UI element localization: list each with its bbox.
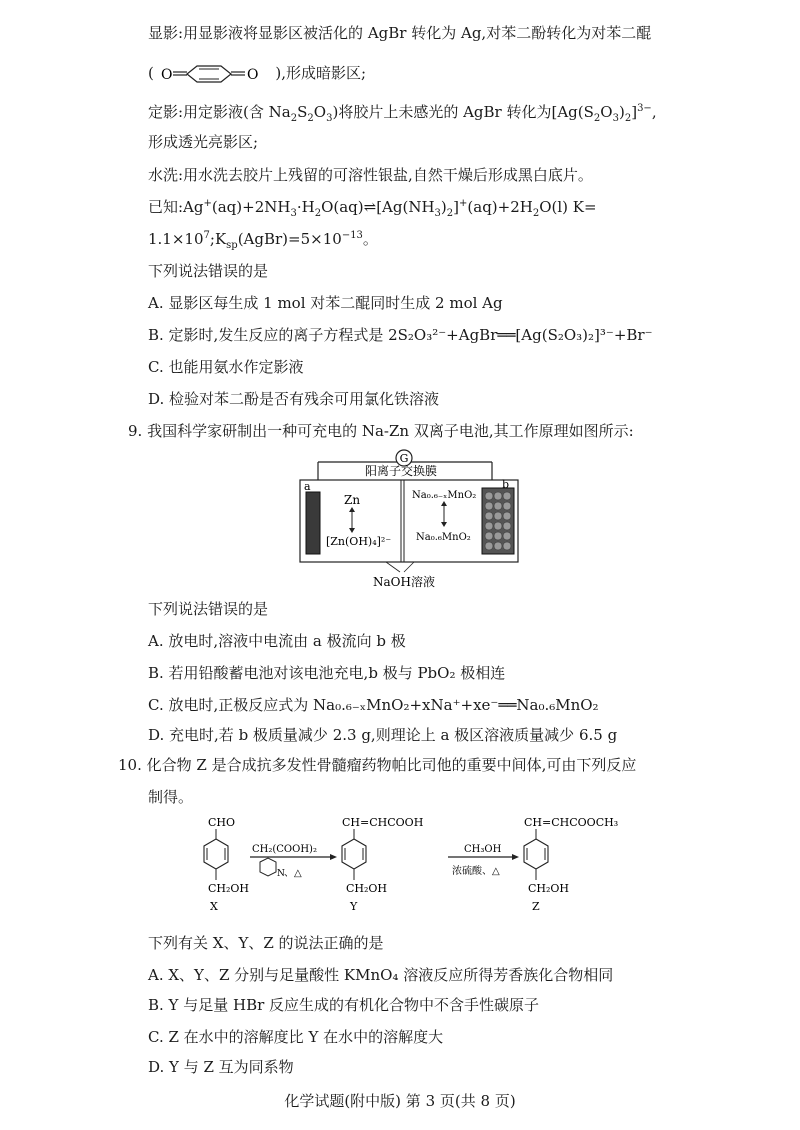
- zn-label: Zn: [344, 493, 361, 507]
- benzene-ring-y-icon: [342, 839, 366, 869]
- reaction-scheme: [190, 812, 650, 924]
- q9-option-d: D. 充电时,若 b 极质量减少 2.3 g,则理论上 a 极区溶液质量减少 6.5 g: [148, 726, 618, 744]
- reagent-2-condition: 浓硫酸、△: [452, 866, 500, 877]
- q10-text-line-2: 制得。: [148, 788, 194, 806]
- electrode-a: [306, 492, 320, 554]
- q8-option-d: D. 检验对苯二酚是否有残余可用氯化铁溶液: [148, 390, 440, 408]
- y-label: Y: [350, 900, 358, 913]
- q8-option-b: B. 定影时,发生反应的离子方程式是 2S₂O₃²⁻+AgBr══[Ag(S₂O₃)₂]³⁻+Br⁻: [148, 326, 653, 344]
- page-footer: 化学试题(附中版) 第 3 页(共 8 页): [284, 1092, 516, 1110]
- q10-option-d: D. Y 与 Z 互为同系物: [148, 1058, 294, 1076]
- paren-open: (: [148, 64, 154, 82]
- z-top-group: CH=CHCOOCH₃: [524, 816, 619, 829]
- develop-line-2: [148, 62, 366, 85]
- q10-option-a: A. X、Y、Z 分别与足量酸性 KMnO₄ 溶液反应所得芳香族化合物相同: [148, 966, 614, 984]
- q10-text-line-1: 10. 化合物 Z 是合成抗多发性骨髓瘤药物帕比司他的重要中间体,可由下列反应: [118, 756, 637, 774]
- svg-text:O: O: [246, 67, 259, 83]
- benzene-ring-z-icon: [524, 839, 548, 869]
- q9-option-a: A. 放电时,溶液中电流由 a 极流向 b 极: [148, 632, 406, 650]
- x-bottom-group: CH₂OH: [208, 882, 250, 895]
- q8-stem: 下列说法错误的是: [148, 262, 269, 280]
- membrane-label: 阳离子交换膜: [364, 464, 438, 478]
- q9-stem: 下列说法错误的是: [148, 600, 269, 618]
- pyridine-icon: [260, 858, 276, 876]
- q10-stem: 下列有关 X、Y、Z 的说法正确的是: [148, 934, 384, 952]
- y-top-group: CH=CHCOOH: [342, 816, 424, 829]
- paren-close: ),形成暗影区;: [275, 64, 367, 82]
- x-top-group: CHO: [208, 816, 236, 829]
- galvanometer-label: G: [399, 452, 409, 465]
- q10-option-c: C. Z 在水中的溶解度比 Y 在水中的溶解度大: [148, 1028, 444, 1046]
- zincate-label: [Zn(OH)₄]²⁻: [326, 535, 392, 548]
- svg-text:O: O: [160, 67, 173, 83]
- reagent-1-condition: 、△: [284, 868, 302, 879]
- q8-option-a: A. 显影区每生成 1 mol 对苯二醌同时生成 2 mol Ag: [148, 294, 503, 312]
- solution-label: NaOH溶液: [373, 575, 435, 589]
- develop-line-1: 显影:用显影液将显影区被活化的 AgBr 转化为 Ag,对苯二酚转化为对苯二醌: [148, 24, 652, 42]
- x-label: X: [210, 900, 218, 913]
- z-label: Z: [532, 900, 540, 913]
- electrode-a-label: a: [304, 480, 311, 493]
- svg-text:N: N: [277, 869, 285, 879]
- y-bottom-group: CH₂OH: [346, 882, 388, 895]
- fix-line-2: 形成透光亮影区;: [148, 133, 259, 151]
- battery-diagram: [296, 448, 526, 594]
- reagent-2: CH₃OH: [464, 844, 502, 855]
- q10-option-b: B. Y 与足量 HBr 反应生成的有机化合物中不含手性碳原子: [148, 996, 540, 1014]
- benzene-ring-x-icon: [204, 839, 228, 869]
- benzoquinone-structure-icon: [159, 63, 271, 85]
- na-mno2-bottom-label: Na₀.₆MnO₂: [416, 532, 471, 543]
- known-line-2: $1.1\times 10^7;K_{sp}(AgBr)=5\times 10^{-13}$。: [148, 230, 378, 251]
- q9-option-b: B. 若用铅酸蓄电池对该电池充电,b 极与 PbO₂ 极相连: [148, 664, 506, 682]
- fix-line-1: 定影:用定影液(含 $Na_2S_2O_3$)将胶片上未感光的 AgBr 转化为$[Ag(S_2O_3)_2]^{3-}$,: [148, 103, 657, 124]
- z-bottom-group: CH₂OH: [528, 882, 570, 895]
- na-mno2-top-label: Na₀.₆₋ₓMnO₂: [412, 490, 477, 501]
- reagent-1: CH₂(COOH)₂: [252, 844, 317, 855]
- q9-text: 9. 我国科学家研制出一种可充电的 Na-Zn 双离子电池,其工作原理如图所示:: [128, 422, 634, 440]
- wash-line: 水洗:用水洗去胶片上残留的可溶性银盐,自然干燥后形成黑白底片。: [148, 166, 593, 184]
- electrode-b-label: b: [502, 478, 510, 491]
- q9-option-c: C. 放电时,正极反应式为 Na₀.₆₋ₓMnO₂+xNa⁺+xe⁻══Na₀.₆MnO₂: [148, 696, 599, 714]
- q8-option-c: C. 也能用氨水作定影液: [148, 358, 304, 376]
- known-line-1: 已知$:Ag^+(aq)+2NH_3\cdot H_2O(aq)\rightleftharpoons[Ag(NH_3)_2]^+(aq)+2H_2O(l)$ K=: [148, 198, 597, 219]
